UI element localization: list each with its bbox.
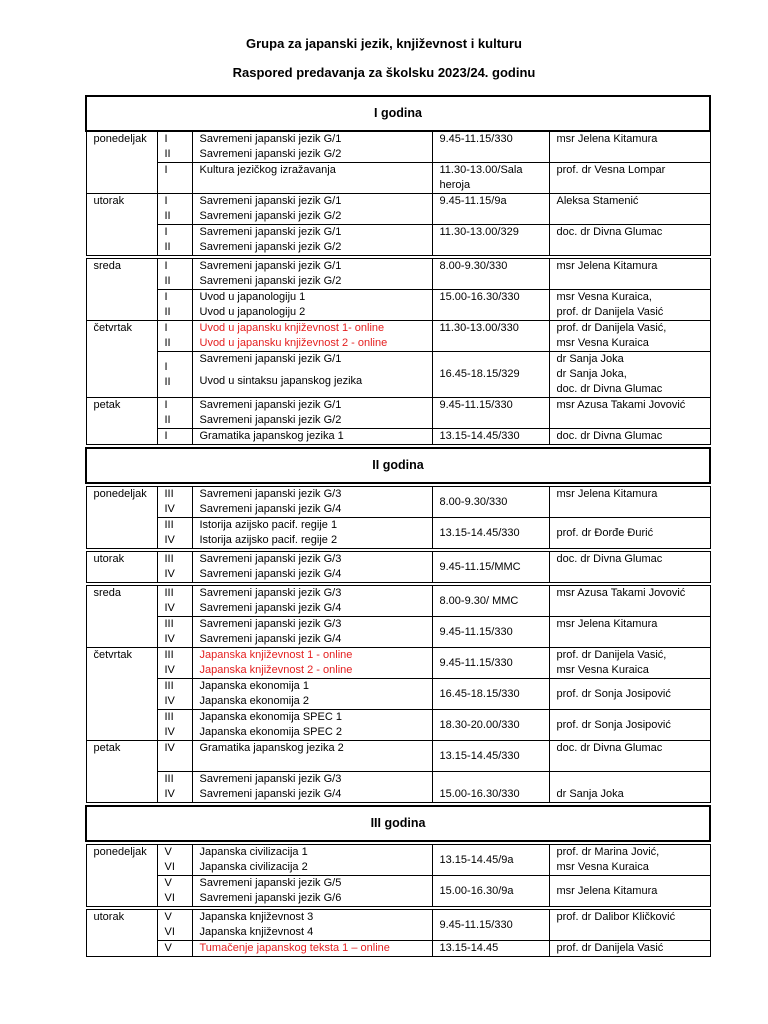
time-cell (432, 429, 549, 445)
course-cell (192, 352, 432, 398)
time-room: 9.45-11.15/330 (439, 656, 513, 669)
time-room: 16.45-18.15/329 (439, 368, 520, 380)
table-row (86, 552, 710, 583)
class-label: III (164, 488, 174, 500)
time-room: 15.00-16.30/330 (439, 788, 520, 800)
course-name: Savremeni japanski jezik G/5 (199, 877, 342, 889)
table-row (86, 398, 710, 429)
teacher-cell (549, 617, 710, 648)
class-label: IV (164, 788, 175, 800)
teacher-name: doc. dr Divna Glumac (556, 553, 663, 565)
time-cell (432, 741, 549, 772)
class-label: I (164, 360, 168, 373)
time-room: 15.00-16.30/330 (439, 291, 520, 303)
day-name: četvrtak (86, 648, 157, 741)
teacher-cell (549, 429, 710, 445)
course-name: Savremeni japanski jezik G/1 (199, 260, 342, 272)
class-label: II (164, 210, 171, 222)
class-cell (157, 352, 192, 398)
time-room: 13.15-14.45/9a (439, 853, 514, 866)
course-name: Japanska ekonomija SPEC 1 (199, 711, 342, 723)
class-label: I (164, 322, 168, 334)
course-name: Savremeni japanski jezik G/1 (199, 195, 342, 207)
teacher-cell (549, 518, 710, 549)
time-room: 11.30-13.00/329 (439, 226, 519, 238)
class-label: IV (164, 726, 175, 738)
class-cell (157, 648, 192, 679)
day-name: ponedeljak (86, 131, 157, 194)
table-row (86, 321, 710, 352)
class-cell (157, 586, 192, 617)
teacher-name: prof. dr Sonja Josipović (556, 687, 671, 700)
time-cell (432, 552, 549, 583)
teacher-cell (549, 679, 710, 710)
course-name: Savremeni japanski jezik G/2 (199, 275, 342, 287)
course-name: Japanska književnost 1 - online (199, 649, 353, 661)
class-label: VI (164, 861, 175, 873)
teacher-name: msr Vesna Kuraica (556, 337, 649, 349)
time-cell (432, 679, 549, 710)
table-row (86, 710, 710, 741)
course-cell (192, 586, 432, 617)
teacher-cell (549, 259, 710, 290)
table-row (86, 617, 710, 648)
class-label: III (164, 680, 174, 692)
time-room: 8.00-9.30/ MMC (439, 594, 519, 607)
table-row (86, 772, 710, 803)
course-name: Japanska civilizacija 1 (199, 846, 308, 858)
time-cell (432, 772, 549, 803)
course-cell (192, 910, 432, 941)
table-row (86, 518, 710, 549)
course-name: Savremeni japanski jezik G/4 (199, 633, 342, 645)
teacher-cell (549, 910, 710, 941)
course-cell (192, 741, 432, 772)
course-name: Savremeni japanski jezik G/2 (199, 210, 342, 222)
teacher-cell (549, 131, 710, 163)
time-cell (432, 617, 549, 648)
time-cell (432, 131, 549, 163)
class-cell (157, 259, 192, 290)
day-name: četvrtak (86, 321, 157, 398)
class-cell (157, 225, 192, 256)
course-name: Istorija azijsko pacif. regije 1 (199, 519, 338, 531)
teacher-cell (549, 941, 710, 957)
course-cell (192, 648, 432, 679)
class-cell (157, 617, 192, 648)
teacher-name: doc. dr Divna Glumac (556, 226, 663, 238)
table-row (86, 194, 710, 225)
course-name: Japanska ekonomija 1 (199, 680, 309, 692)
course-name: Savremeni japanski jezik G/3 (199, 773, 342, 785)
course-cell (192, 487, 432, 518)
time-cell (432, 259, 549, 290)
time-cell (432, 321, 549, 352)
table-row (86, 429, 710, 445)
course-name: Savremeni japanski jezik G/1 (199, 399, 342, 411)
teacher-name: dr Sanja Joka (556, 353, 624, 365)
course-name: Japanska književnost 3 (199, 911, 314, 923)
teacher-name: prof. dr Danijela Vasić, (556, 649, 667, 661)
course-name: Japanska ekonomija SPEC 2 (199, 726, 342, 738)
class-label: II (164, 306, 171, 318)
table-row (86, 586, 710, 617)
time-cell (432, 710, 549, 741)
class-cell (157, 741, 192, 772)
class-label: III (164, 711, 174, 723)
teacher-cell (549, 710, 710, 741)
teacher-cell (549, 586, 710, 617)
day-name: utorak (86, 194, 157, 256)
teacher-cell (549, 398, 710, 429)
course-cell (192, 710, 432, 741)
course-name: Kultura jezičkog izražavanja (199, 164, 336, 176)
class-cell (157, 194, 192, 225)
course-name: Uvod u japanologiju 2 (199, 306, 306, 318)
course-name: Uvod u japanologiju 1 (199, 291, 306, 303)
course-cell (192, 225, 432, 256)
day-name: ponedeljak (86, 487, 157, 549)
course-cell (192, 679, 432, 710)
course-name: Gramatika japanskog jezika 1 (199, 430, 344, 442)
class-label: II (164, 148, 171, 160)
table-row (86, 352, 710, 398)
teacher-cell (549, 741, 710, 772)
teacher-name: Aleksa Stamenić (556, 195, 639, 207)
class-label: I (164, 260, 168, 272)
time-room: 9.45-11.15/9a (439, 195, 507, 207)
time-cell (432, 225, 549, 256)
teacher-name: prof. dr Danijela Vasić (556, 306, 664, 318)
class-label: II (164, 275, 171, 287)
teacher-name: doc. dr Divna Glumac (556, 430, 663, 442)
class-cell (157, 710, 192, 741)
class-label: III (164, 553, 174, 565)
class-label: IV (164, 633, 175, 645)
teacher-name: msr Vesna Kuraica (556, 861, 649, 873)
course-name: Savremeni japanski jezik G/4 (199, 788, 342, 800)
time-room: 9.45-11.15/330 (439, 918, 513, 931)
course-name: Savremeni japanski jezik G/4 (199, 503, 342, 515)
teacher-cell (549, 772, 710, 803)
class-cell (157, 429, 192, 445)
class-label: V (164, 846, 172, 858)
class-label: II (164, 375, 171, 388)
teacher-name: prof. dr Vesna Lompar (556, 164, 666, 176)
teacher-name: msr Jelena Kitamura (556, 618, 658, 630)
course-name: Savremeni japanski jezik G/3 (199, 488, 342, 500)
table-row (86, 259, 710, 290)
time-room: 13.15-14.45/330 (439, 526, 520, 539)
class-label: II (164, 337, 171, 349)
table-row (86, 876, 710, 907)
class-cell (157, 552, 192, 583)
year-heading-row (86, 806, 710, 841)
time-room: 8.00-9.30/330 (439, 260, 508, 272)
time-room: 11.30-13.00/330 (439, 322, 519, 334)
class-label: VI (164, 892, 175, 904)
course-name: Savremeni japanski jezik G/1 (199, 226, 342, 238)
course-name: Savremeni japanski jezik G/4 (199, 568, 342, 580)
class-label: III (164, 618, 174, 630)
time-room: 13.15-14.45/330 (439, 430, 520, 442)
course-name: Savremeni japanski jezik G/3 (199, 553, 342, 565)
teacher-name: prof. dr Dalibor Kličković (556, 911, 676, 923)
time-cell (432, 941, 549, 957)
course-name: Tumačenje japanskog teksta 1 – online (199, 942, 390, 954)
year-heading-row (86, 96, 710, 131)
time-cell (432, 910, 549, 941)
teacher-name: msr Azusa Takami Jovović (556, 399, 686, 411)
course-cell (192, 398, 432, 429)
table-row (86, 290, 710, 321)
day-name: ponedeljak (86, 845, 157, 907)
teacher-name: doc. dr Divna Glumac (556, 383, 663, 395)
teacher-cell (549, 648, 710, 679)
day-name: petak (86, 398, 157, 445)
class-label: II (164, 414, 171, 426)
teacher-name: prof. dr Danijela Vasić, (556, 322, 667, 334)
class-label: V (164, 942, 172, 954)
document-subtitle: Raspored predavanja za školsku 2023/24. godinu (232, 65, 536, 80)
class-label: IV (164, 742, 175, 754)
time-room: 16.45-18.15/330 (439, 687, 520, 700)
table-row (86, 131, 710, 163)
table-row (86, 225, 710, 256)
course-cell (192, 772, 432, 803)
time-cell (432, 194, 549, 225)
teacher-name: msr Jelena Kitamura (556, 884, 658, 897)
course-name: Savremeni japanski jezik G/3 (199, 587, 342, 599)
course-name: Japanska književnost 4 (199, 926, 314, 938)
teacher-name: msr Vesna Kuraica (556, 664, 649, 676)
time-room: 9.45-11.15/MMC (439, 560, 521, 573)
time-room: 8.00-9.30/330 (439, 495, 508, 508)
class-cell (157, 487, 192, 518)
course-name: Uvod u japansku književnost 1- online (199, 322, 385, 334)
day-name: utorak (86, 910, 157, 957)
class-label: IV (164, 534, 175, 546)
time-room: 11.30-13.00/Sala (439, 164, 523, 176)
class-label: IV (164, 568, 175, 580)
class-label: III (164, 649, 174, 661)
time-cell (432, 845, 549, 876)
class-label: I (164, 399, 168, 411)
class-cell (157, 290, 192, 321)
teacher-name: prof. dr Đorđe Đurić (556, 526, 654, 539)
class-cell (157, 876, 192, 907)
class-label: II (164, 241, 171, 253)
class-label: III (164, 519, 174, 531)
course-cell (192, 290, 432, 321)
class-cell (157, 398, 192, 429)
time-room: 13.15-14.45 (439, 942, 499, 954)
course-name: Japanska ekonomija 2 (199, 695, 309, 707)
time-room: 15.00-16.30/9a (439, 884, 514, 897)
teacher-cell (549, 194, 710, 225)
course-name: Savremeni japanski jezik G/3 (199, 618, 342, 630)
course-cell (192, 429, 432, 445)
course-name: Savremeni japanski jezik G/1 (199, 133, 342, 145)
class-label: VI (164, 926, 175, 938)
teacher-cell (549, 290, 710, 321)
class-cell (157, 131, 192, 163)
course-name: Savremeni japanski jezik G/2 (199, 414, 342, 426)
course-name: Uvod u sintaksu japanskog jezika (199, 375, 363, 387)
teacher-name: prof. dr Danijela Vasić (556, 942, 664, 954)
class-label: I (164, 133, 168, 145)
teacher-cell (549, 876, 710, 907)
schedule-table (85, 95, 711, 957)
course-cell (192, 941, 432, 957)
teacher-name: dr Sanja Joka, (556, 368, 627, 380)
time-cell (432, 163, 549, 194)
teacher-name: msr Jelena Kitamura (556, 488, 658, 500)
time-cell (432, 352, 549, 398)
table-row (86, 163, 710, 194)
table-row (86, 941, 710, 957)
table-row (86, 910, 710, 941)
teacher-name: msr Jelena Kitamura (556, 260, 658, 272)
class-label: IV (164, 695, 175, 707)
class-label: V (164, 877, 172, 889)
course-cell (192, 552, 432, 583)
teacher-cell (549, 321, 710, 352)
teacher-name: msr Azusa Takami Jovović (556, 587, 686, 599)
year-heading: III godina (86, 806, 710, 841)
course-name: Japanska književnost 2 - online (199, 664, 353, 676)
course-cell (192, 163, 432, 194)
course-name: Savremeni japanski jezik G/4 (199, 602, 342, 614)
class-label: IV (164, 664, 175, 676)
table-row (86, 487, 710, 518)
class-label: I (164, 164, 168, 176)
class-cell (157, 772, 192, 803)
teacher-cell (549, 225, 710, 256)
class-label: I (164, 291, 168, 303)
time-cell (432, 586, 549, 617)
class-cell (157, 518, 192, 549)
year-heading-row (86, 448, 710, 483)
teacher-name: doc. dr Divna Glumac (556, 742, 663, 754)
class-cell (157, 845, 192, 876)
time-cell (432, 398, 549, 429)
class-cell (157, 941, 192, 957)
day-name: sreda (86, 586, 157, 648)
class-cell (157, 679, 192, 710)
course-cell (192, 876, 432, 907)
time-room: 9.45-11.15/330 (439, 399, 513, 411)
course-name: Savremeni japanski jezik G/2 (199, 148, 342, 160)
table-row (86, 845, 710, 876)
time-room: 18.30-20.00/330 (439, 718, 520, 731)
teacher-cell (549, 163, 710, 194)
time-room: 9.45-11.15/330 (439, 133, 513, 145)
course-cell (192, 518, 432, 549)
course-cell (192, 321, 432, 352)
course-cell (192, 194, 432, 225)
teacher-name: msr Jelena Kitamura (556, 133, 658, 145)
course-cell (192, 845, 432, 876)
time-cell (432, 648, 549, 679)
table-row (86, 648, 710, 679)
class-label: IV (164, 602, 175, 614)
time-cell (432, 518, 549, 549)
class-cell (157, 321, 192, 352)
time-room: 13.15-14.45/330 (439, 749, 520, 762)
year-heading: II godina (86, 448, 710, 483)
class-label: III (164, 587, 174, 599)
time-cell (432, 290, 549, 321)
time-room: 9.45-11.15/330 (439, 625, 513, 638)
course-cell (192, 259, 432, 290)
day-name: utorak (86, 552, 157, 583)
time-room: heroja (439, 179, 471, 191)
day-name: petak (86, 741, 157, 803)
table-row (86, 679, 710, 710)
class-label: I (164, 195, 168, 207)
teacher-cell (549, 552, 710, 583)
course-name: Uvod u japansku književnost 2 - online (199, 337, 388, 349)
course-name: Savremeni japanski jezik G/2 (199, 241, 342, 253)
class-label: IV (164, 503, 175, 515)
course-name: Japanska civilizacija 2 (199, 861, 308, 873)
course-cell (192, 617, 432, 648)
class-cell (157, 910, 192, 941)
class-cell (157, 163, 192, 194)
class-label: I (164, 430, 168, 442)
teacher-cell (549, 352, 710, 398)
class-label: III (164, 773, 174, 785)
time-cell (432, 487, 549, 518)
course-name: Istorija azijsko pacif. regije 2 (199, 534, 338, 546)
day-name: sreda (86, 259, 157, 321)
teacher-name: msr Vesna Kuraica, (556, 291, 652, 303)
course-name: Savremeni japanski jezik G/1 (199, 353, 342, 365)
class-label: V (164, 911, 172, 923)
course-name: Gramatika japanskog jezika 2 (199, 742, 344, 754)
document-title: Grupa za japanski jezik, književnost i kulturu (246, 36, 522, 51)
teacher-cell (549, 487, 710, 518)
teacher-cell (549, 845, 710, 876)
class-label: I (164, 226, 168, 238)
teacher-name: prof. dr Sonja Josipović (556, 718, 671, 731)
course-name: Savremeni japanski jezik G/6 (199, 892, 342, 904)
table-row (86, 741, 710, 772)
teacher-name: dr Sanja Joka (556, 788, 624, 800)
teacher-name: prof. dr Marina Jović, (556, 846, 660, 858)
course-cell (192, 131, 432, 163)
time-cell (432, 876, 549, 907)
year-heading: I godina (86, 96, 710, 131)
